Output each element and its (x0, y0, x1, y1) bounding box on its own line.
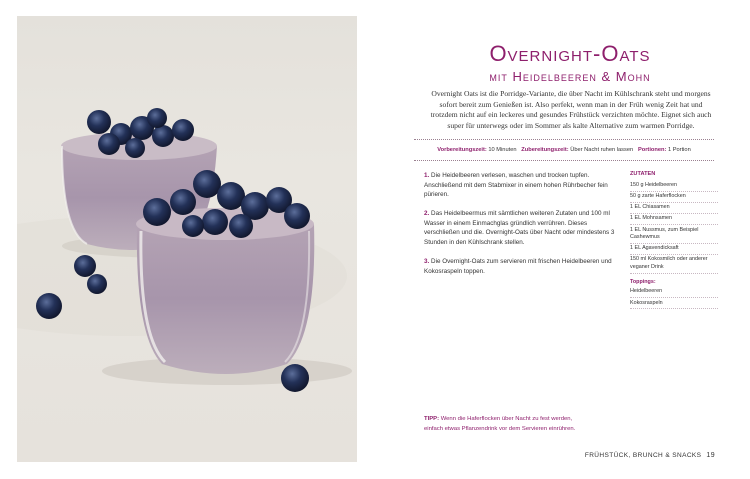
recipe-intro: Overnight Oats ist die Porridge-Variante, die über Nacht im Kühlschrank steht und morgens sofort bereit zum Genießen ist. Also perfekt, wenn man in der Früh wenig Zeit hat und trotzdem nicht auf ein leckeres und gesundes Frühstück verzichten möchte. Eignet sich auch super für unterwegs oder im Sommer als kalte Alternative zum warmen Porridge. (430, 89, 712, 130)
step-item (424, 209, 616, 247)
prep-time-value: 10 Minuten (488, 147, 517, 153)
step-text: Das Heidelbeermus mit sämtlichen weiteren Zutaten und 100 ml Wasser in einem Einmachglas gründlich verrühren. Dieses verschließen und die. Overnight-Oats über Nacht oder mindestens 3 Stunden in den Kühlschrank stellen. (424, 210, 615, 247)
wait-time-label: Zubereitungszeit: (521, 147, 569, 153)
recipe-steps (424, 171, 616, 286)
ingredients-heading: ZUTATEN (630, 171, 656, 177)
topping-item: Kokosraspeln (630, 298, 718, 309)
ingredient-item: 50 g zarte Haferflocken (630, 192, 718, 203)
page-number: 19 (706, 452, 715, 459)
footer-section: FRÜHSTÜCK, BRUNCH & SNACKS (584, 452, 702, 459)
wait-time-value: Über Nacht ruhen lassen (570, 147, 634, 153)
ingredient-item: 150 g Heidelbeeren (630, 180, 718, 191)
ingredient-item: 1 EL Chiasamen (630, 203, 718, 214)
divider-top (414, 139, 714, 140)
toppings-heading: Toppings: (630, 278, 656, 285)
portions-value: 1 Portion (667, 147, 691, 153)
ingredient-item: 1 EL Agavendicksaft (630, 244, 718, 255)
divider-bottom (414, 160, 714, 161)
step-text: Die Heidelbeeren verlesen, waschen und trocken tupfen. Anschließend mit dem Stabmixer in einem hohen Rührbecher fein pürieren. (424, 172, 608, 199)
recipe-title-main: Overnight-Oats (489, 41, 651, 66)
portions-label: Portionen: (637, 147, 667, 153)
prep-time-label: Vorbereitungszeit: (437, 147, 487, 153)
recipe-meta (414, 147, 714, 153)
ingredient-item: 1 EL Mohnsamen (630, 214, 718, 225)
ingredient-item: 150 ml Kokosmilch oder anderer veganer Drink (630, 255, 718, 274)
step-item (424, 257, 616, 276)
page-footer (560, 452, 715, 459)
step-number: 2. (424, 210, 430, 218)
recipe-title-sub: mit Heidelbeeren & Mohn (489, 69, 651, 84)
recipe-title (390, 42, 750, 86)
step-text: Die Overnight-Oats zum servieren mit frischen Heidelbeeren und Kokosraspeln toppen. (424, 258, 612, 275)
step-number: 1. (424, 172, 430, 179)
topping-item: Heidelbeeren (630, 287, 718, 298)
recipe-tip (424, 415, 575, 434)
step-item (424, 171, 616, 200)
ingredients-list (630, 171, 718, 309)
recipe-photo (17, 16, 357, 462)
step-number: 3. (424, 258, 430, 266)
tip-line-2: einfach etwas Pflanzendrink vor dem Servieren einrühren. (424, 425, 576, 432)
tip-line-1: Wenn die Haferflocken über Nacht zu fest werden, (440, 416, 573, 422)
tip-label: TIPP: (424, 416, 440, 422)
ingredient-item: 1 EL Nussmus, zum Beispiel Cashewmus (630, 225, 718, 244)
